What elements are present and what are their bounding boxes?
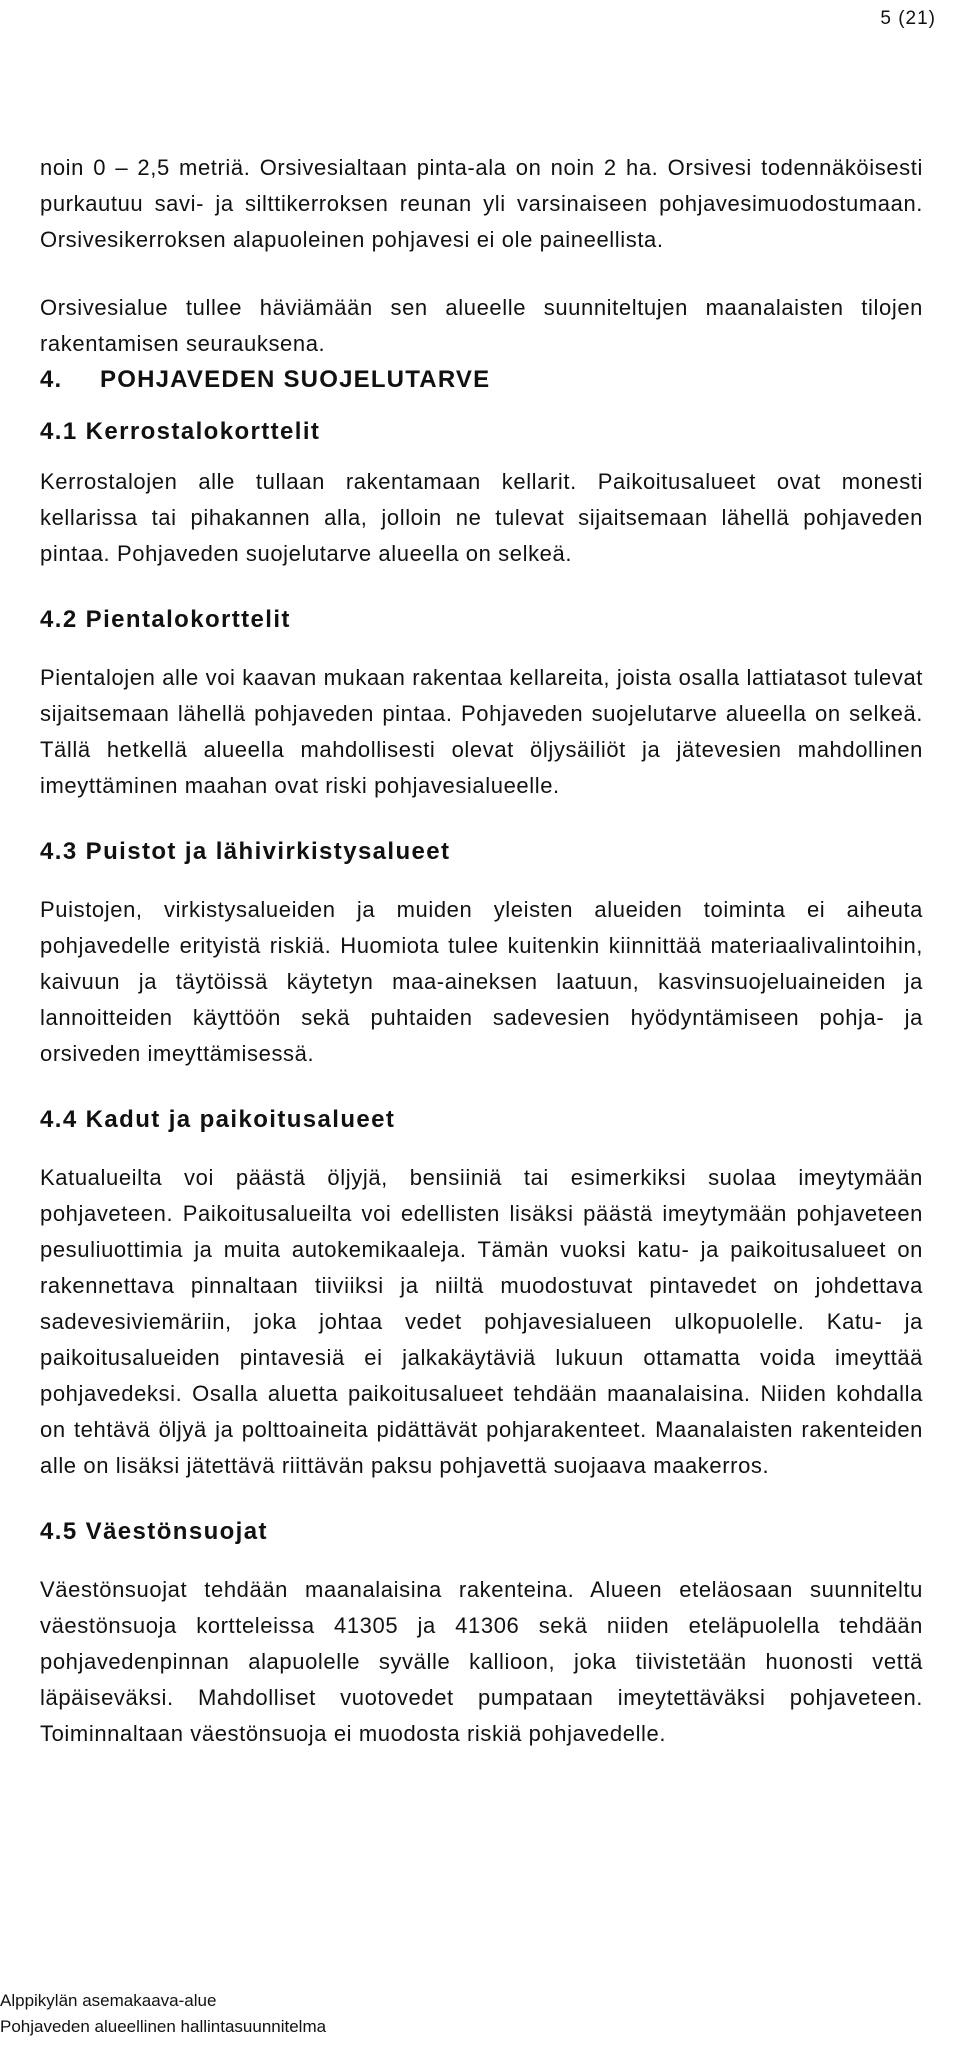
section-4-4-title: Kadut ja paikoitusalueet [85,1106,396,1133]
intro-paragraph-2: Orsivesialue tullee häviämään sen alueelle suunniteltujen maanalaisten tilojen rakentamisen seurauksena. [40,295,923,356]
section-4-3-number: 4.3 [40,838,78,865]
section-4-number: 4. [40,366,63,393]
section-4-4-text: Katualueilta voi päästä öljyjä, bensiiniä tai esimerkiksi suolaa imeytymään pohjaveteen. Paikoitusalueilta voi edellisten lisäksi päästä imeytymään pohjaveteen pesuliuottimia ja muita autokemikaaleja. Tämän vuoksi katu- ja paikoitusalueet on rakennettava pinnaltaan tiiviiksi ja niiltä muodostuvat pintavedet on johdettava sadevesiviemäriin, joka johtaa vedet pohjavesialueen ulkopuolelle. Katu- ja paikoitusalueiden pintavesiä ei jalkakäytäviä lukuun ottamatta voida imeyttää pohjavedeksi. Osalla aluetta paikoitusalueet tehdään maanalaisina. Niiden kohdalla on tehtävä öljyä ja polttoaineita pidättävät pohjarakenteet. Maanalaisten rakenteiden alle on lisäksi jätettävä riittävän paksu pohjavettä suojaava maakerros. [40,1165,923,1478]
section-4-5-number: 4.5 [40,1518,78,1545]
page-number: 5 (21) [880,8,936,29]
document-body [40,150,923,1752]
intro-paragraph-1: noin 0 – 2,5 metriä. Orsivesialtaan pinta-ala on noin 2 ha. Orsivesi todennäköisesti purkautuu savi- ja silttikerroksen reunan yli varsinaiseen pohjavesimuodostumaan. Orsivesikerroksen alapuoleinen pohjavesi ei ole paineellista. [40,155,923,252]
section-4-2-title: Pientalokorttelit [85,606,291,633]
section-4-3-heading [40,834,923,870]
section-4-5-title: Väestönsuojat [85,1518,268,1545]
section-4-2-number: 4.2 [40,606,78,633]
section-4-heading [40,362,923,398]
section-4-1-title: Kerrostalokorttelit [85,418,321,445]
section-4-3-text: Puistojen, virkistysalueiden ja muiden yleisten alueiden toiminta ei aiheuta pohjavedelle erityistä riskiä. Huomiota tulee kuitenkin kiinnittää materiaalivalintoihin, kaivuun ja täytöissä käytetyn maa-aineksen laatuun, kasvinsuojeluaineiden ja lannoitteiden käyttöön sekä puhtaiden sadevesien hyödyntämiseen pohja- ja orsiveden imeyttämisessä. [40,897,923,1066]
section-4-5-heading [40,1514,923,1550]
section-4-1-heading [40,414,923,450]
section-4-2-heading [40,602,923,638]
section-4-1-text: Kerrostalojen alle tullaan rakentamaan kellarit. Paikoitusalueet ovat monesti kellarissa tai pihakannen alla, jolloin ne tulevat sijaitsemaan lähellä pohjaveden pintaa. Pohjaveden suojelutarve alueella on selkeä. [40,469,923,566]
section-4-4-number: 4.4 [40,1106,78,1133]
section-4-title: POHJAVEDEN SUOJELUTARVE [100,366,491,393]
section-4-1-number: 4.1 [40,418,78,445]
section-4-2-text: Pientalojen alle voi kaavan mukaan rakentaa kellareita, joista osalla lattiatasot tulevat sijaitsemaan lähellä pohjaveden pintaa. Pohjaveden suojelutarve alueella on selkeä. Tällä hetkellä alueella mahdollisesti olevat öljysäiliöt ja jätevesien mahdollinen imeyttäminen maahan ovat riski pohjavesialueelle. [40,665,923,798]
footer-line-1: Alppikylän asemakaava-alue [0,1991,217,2010]
page-footer [0,1988,326,2040]
footer-line-2: Pohjaveden alueellinen hallintasuunnitelma [0,2017,327,2036]
section-4-5-text: Väestönsuojat tehdään maanalaisina rakenteina. Alueen eteläosaan suunniteltu väestönsuoja kortteleissa 41305 ja 41306 sekä niiden eteläpuolella tehdään pohjavedenpinnan alapuolelle syvälle kallioon, joka tiivistetään huonosti vettä läpäiseväksi. Mahdolliset vuotovedet pumpataan imeytettäväksi pohjaveteen. Toiminnaltaan väestönsuoja ei muodosta riskiä pohjavedelle. [40,1577,923,1746]
section-4-4-heading [40,1102,923,1138]
section-4-3-title: Puistot ja lähivirkistysalueet [85,838,451,865]
